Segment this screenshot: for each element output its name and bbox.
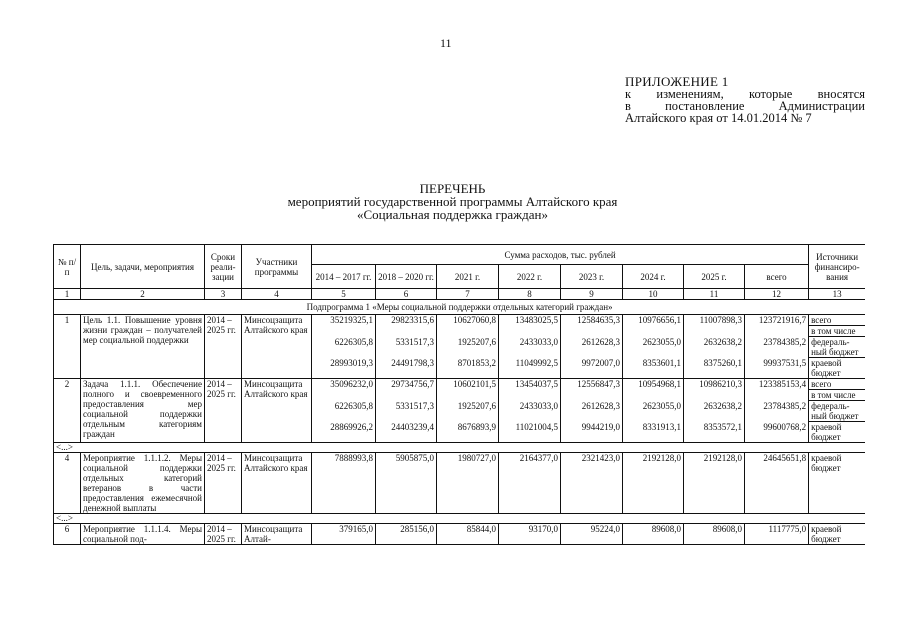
amount-cell: 8353601,1: [623, 358, 684, 379]
funding-source: всего: [809, 315, 865, 326]
column-number: 13: [809, 289, 865, 300]
amount-cell: 8331913,1: [623, 422, 684, 443]
column-number: 6: [376, 289, 437, 300]
amount-cell: 12556847,3: [561, 379, 623, 390]
amount-cell: [376, 390, 437, 401]
row-participants: Минсоцзащита Алтайского края: [242, 315, 312, 379]
funding-source: федераль-ный бюджет: [809, 401, 865, 422]
row-number: 2: [54, 379, 81, 443]
column-number: 1: [54, 289, 81, 300]
amount-cell: [684, 390, 745, 401]
amount-cell: 28869926,2: [312, 422, 376, 443]
header-participants: Участники программы: [242, 245, 312, 289]
amount-cell: [437, 390, 499, 401]
document-title: ПЕРЕЧЕНЬ: [419, 181, 486, 196]
funding-source: федераль-ный бюджет: [809, 337, 865, 358]
column-number: 12: [745, 289, 809, 300]
amount-cell: [499, 326, 561, 337]
measures-table: [53, 244, 865, 545]
amount-cell: [312, 390, 376, 401]
omission-marker: <...>: [54, 443, 866, 453]
omission-marker: <...>: [54, 514, 866, 524]
header-dates: Сроки реали-зации: [205, 245, 242, 289]
table-row: [54, 379, 866, 390]
amount-cell: 1925207,6: [437, 337, 499, 358]
document-heading: [200, 182, 705, 221]
header-goal: Цель, задачи, мероприятия: [81, 245, 205, 289]
amount-cell: [684, 326, 745, 337]
header-year: 2025 г.: [684, 265, 745, 289]
row-participants: Минсоцзащита Алтай-: [242, 524, 312, 545]
amount-cell: 24491798,3: [376, 358, 437, 379]
row-number: 1: [54, 315, 81, 379]
amount-cell: [312, 326, 376, 337]
amount-cell: [561, 390, 623, 401]
amount-cell: 2632638,2: [684, 401, 745, 422]
subprogram-title: Подпрограмма 1 «Меры социальной поддержки отдельных категорий граждан»: [54, 300, 866, 315]
amount-cell: 123385153,4: [745, 379, 809, 390]
amount-cell: 2192128,0: [684, 453, 745, 514]
amount-cell: 2623055,0: [623, 337, 684, 358]
amount-cell: 10627060,8: [437, 315, 499, 326]
appendix-block: [625, 76, 865, 124]
amount-cell: 23784385,2: [745, 401, 809, 422]
amount-cell: 8676893,9: [437, 422, 499, 443]
amount-cell: 99937531,5: [745, 358, 809, 379]
amount-cell: 5905875,0: [376, 453, 437, 514]
amount-cell: 10976656,1: [623, 315, 684, 326]
amount-cell: [745, 390, 809, 401]
header-sources: Источники финансиро-вания: [809, 245, 865, 289]
row-name: Цель 1.1. Повышение уровня жизни граждан – получателей мер социальной поддержки: [81, 315, 205, 379]
row-dates: 2014 – 2025 гг.: [205, 315, 242, 379]
amount-cell: 23784385,2: [745, 337, 809, 358]
document-subtitle: мероприятий государственной программы Алтайского края: [287, 194, 618, 209]
amount-cell: 29734756,7: [376, 379, 437, 390]
amount-cell: 13454037,5: [499, 379, 561, 390]
header-year: всего: [745, 265, 809, 289]
amount-cell: 10954968,1: [623, 379, 684, 390]
amount-cell: 35096232,0: [312, 379, 376, 390]
column-number: 7: [437, 289, 499, 300]
page-number: 11: [440, 36, 452, 50]
header-sum-group: Сумма расходов, тыс. рублей: [312, 245, 809, 265]
amount-cell: [561, 326, 623, 337]
amount-cell: 29823315,6: [376, 315, 437, 326]
row-dates: 2014 – 2025 гг.: [205, 524, 242, 545]
amount-cell: 123721916,7: [745, 315, 809, 326]
amount-cell: [376, 326, 437, 337]
amount-cell: 6226305,8: [312, 401, 376, 422]
header-year: 2014 – 2017 гг.: [312, 265, 376, 289]
row-name: Задача 1.1.1. Обеспечение полного и своевременного предоставления мер социальной поддержки отдельным категориям граждан: [81, 379, 205, 443]
amount-cell: 8353572,1: [684, 422, 745, 443]
amount-cell: 2433033,0: [499, 337, 561, 358]
column-number: 4: [242, 289, 312, 300]
row-participants: Минсоцзащита Алтайского края: [242, 379, 312, 443]
column-number: 5: [312, 289, 376, 300]
appendix-line: в постановление Администрации: [625, 99, 865, 113]
row-number: 6: [54, 524, 81, 545]
amount-cell: 10602101,5: [437, 379, 499, 390]
amount-cell: 24645651,8: [745, 453, 809, 514]
row-dates: 2014 – 2025 гг.: [205, 379, 242, 443]
amount-cell: 93170,0: [499, 524, 561, 545]
amount-cell: 2164377,0: [499, 453, 561, 514]
appendix-title: ПРИЛОЖЕНИЕ 1: [625, 74, 729, 89]
row-name: Мероприятие 1.1.1.4. Меры социальной под-: [81, 524, 205, 545]
column-number: 11: [684, 289, 745, 300]
funding-source: краевой бюджет: [809, 422, 865, 443]
amount-cell: 10986210,3: [684, 379, 745, 390]
amount-cell: 99600768,2: [745, 422, 809, 443]
amount-cell: 28993019,3: [312, 358, 376, 379]
amount-cell: 1117775,0: [745, 524, 809, 545]
amount-cell: 89608,0: [623, 524, 684, 545]
amount-cell: 89608,0: [684, 524, 745, 545]
table-row: [54, 453, 866, 514]
column-number: 3: [205, 289, 242, 300]
amount-cell: 5331517,3: [376, 337, 437, 358]
amount-cell: 2433033,0: [499, 401, 561, 422]
row-name: Мероприятие 1.1.1.2. Меры социальной поддержки отдельных категорий ветеранов в части предоставления ежемесячной денежной выплаты: [81, 453, 205, 514]
amount-cell: 11007898,3: [684, 315, 745, 326]
amount-cell: 85844,0: [437, 524, 499, 545]
amount-cell: 8701853,2: [437, 358, 499, 379]
header-year: 2021 г.: [437, 265, 499, 289]
column-number: 2: [81, 289, 205, 300]
program-name: «Социальная поддержка граждан»: [357, 207, 548, 222]
amount-cell: [623, 326, 684, 337]
row-dates: 2014 – 2025 гг.: [205, 453, 242, 514]
amount-cell: 11049992,5: [499, 358, 561, 379]
row-participants: Минсоцзащита Алтайского края: [242, 453, 312, 514]
appendix-line: Алтайского края от 14.01.2014 № 7: [625, 111, 812, 125]
amount-cell: 7888993,8: [312, 453, 376, 514]
amount-cell: 11021004,5: [499, 422, 561, 443]
header-year: 2024 г.: [623, 265, 684, 289]
header-year: 2018 – 2020 гг.: [376, 265, 437, 289]
amount-cell: 9972007,0: [561, 358, 623, 379]
header-num: № п/п: [54, 245, 81, 289]
amount-cell: [745, 326, 809, 337]
amount-cell: [499, 390, 561, 401]
column-number: 10: [623, 289, 684, 300]
funding-source: в том числе: [809, 390, 865, 401]
amount-cell: 1925207,6: [437, 401, 499, 422]
column-number: 9: [561, 289, 623, 300]
amount-cell: 1980727,0: [437, 453, 499, 514]
amount-cell: 2321423,0: [561, 453, 623, 514]
measures-table-container: [53, 244, 865, 634]
amount-cell: 2623055,0: [623, 401, 684, 422]
header-year: 2022 г.: [499, 265, 561, 289]
funding-source: краевой бюджет: [809, 453, 865, 514]
amount-cell: 9944219,0: [561, 422, 623, 443]
row-number: 4: [54, 453, 81, 514]
header-year: 2023 г.: [561, 265, 623, 289]
amount-cell: 8375260,1: [684, 358, 745, 379]
amount-cell: 379165,0: [312, 524, 376, 545]
amount-cell: 2612628,3: [561, 337, 623, 358]
amount-cell: 6226305,8: [312, 337, 376, 358]
amount-cell: [623, 390, 684, 401]
table-row: [54, 315, 866, 326]
amount-cell: 35219325,1: [312, 315, 376, 326]
funding-source: всего: [809, 379, 865, 390]
amount-cell: 24403239,4: [376, 422, 437, 443]
amount-cell: 2192128,0: [623, 453, 684, 514]
column-number: 8: [499, 289, 561, 300]
amount-cell: 285156,0: [376, 524, 437, 545]
funding-source: краевой бюджет: [809, 358, 865, 379]
funding-source: в том числе: [809, 326, 865, 337]
table-row: [54, 524, 866, 545]
funding-source: краевой бюджет: [809, 524, 865, 545]
amount-cell: 5331517,3: [376, 401, 437, 422]
amount-cell: [437, 326, 499, 337]
amount-cell: 2612628,3: [561, 401, 623, 422]
amount-cell: 12584635,3: [561, 315, 623, 326]
amount-cell: 95224,0: [561, 524, 623, 545]
amount-cell: 2632638,2: [684, 337, 745, 358]
amount-cell: 13483025,5: [499, 315, 561, 326]
appendix-line: к изменениям, которые вносятся: [625, 87, 865, 101]
